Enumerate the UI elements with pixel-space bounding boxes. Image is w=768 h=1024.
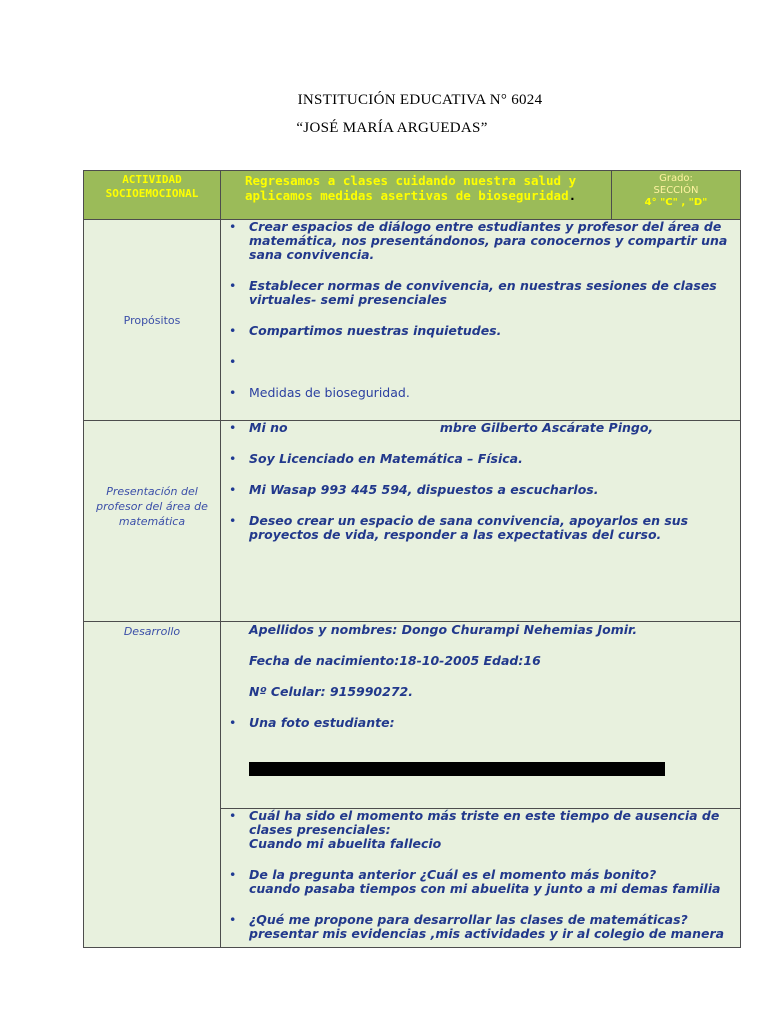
question-item [249, 809, 740, 851]
preguntas-content [221, 809, 741, 948]
list-item: • Establecer normas de convivencia, en nuestras sesiones de clases virtuales- semi presenciales [249, 279, 740, 307]
answer-text: cuando pasaba tiempos con mi abuelita y junto a mi demas familia [249, 881, 721, 896]
activity-title-line2: aplicamos medidas asertivas de bioseguridad [245, 188, 569, 203]
activity-type-header [84, 171, 221, 220]
desarrollo-label [84, 622, 221, 948]
propositos-content [221, 220, 741, 421]
activity-header-line1: ACTIVIDAD [122, 173, 182, 186]
propositos-row [84, 220, 741, 421]
student-birth: Fecha de nacimiento:18-10-2005 Edad:16 [249, 653, 541, 668]
list-item: • Medidas de bioseguridad. [249, 386, 740, 400]
school-name: “JOSÉ MARÍA ARGUEDAS” [296, 120, 488, 136]
question-item [249, 868, 740, 896]
grade-label: Grado: [659, 173, 693, 184]
activity-header-line2: SOCIOEMOCIONAL [105, 187, 199, 200]
institution-title: INSTITUCIÓN EDUCATIVA N° 6024 [297, 92, 543, 108]
photo-bullet: • Una foto estudiante: [249, 716, 740, 730]
list-item-empty [249, 355, 740, 369]
list-item: • Crear espacios de diálogo entre estudiantes y profesor del área de matemática, nos presentándonos, para conocernos y compartir una sana convivencia. [249, 220, 740, 262]
answer-text: presentar mis evidencias ,mis actividades y ir al colegio de manera [249, 926, 725, 941]
activity-title-line1: Regresamos a clases cuidando nuestra salud y [245, 173, 577, 188]
desarrollo-content [221, 622, 741, 809]
student-phone: Nº Celular: 915990272. [249, 684, 413, 699]
list-item: • Mi Wasap 993 445 594, dispuestos a escucharlos. [249, 483, 740, 497]
activity-title-dot: . [568, 188, 577, 203]
presentacion-content [221, 421, 741, 622]
redacted-photo-bar [249, 762, 665, 776]
student-name: Apellidos y nombres: Dongo Churampi Nehemias Jomir. [249, 622, 638, 637]
question-text: • De la pregunta anterior ¿Cuál es el momento más bonito? [249, 867, 657, 882]
answer-text: Cuando mi abuelita fallecio [249, 836, 442, 851]
activity-table [83, 170, 741, 948]
desarrollo-row [84, 622, 741, 809]
grade-section-header [612, 171, 741, 220]
question-text: • ¿Qué me propone para desarrollar las clases de matemáticas? [249, 912, 688, 927]
question-text: • Cuál ha sido el momento más triste en este tiempo de ausencia de clases presenciales: [249, 808, 720, 837]
section-label: SECCIÓN [653, 185, 699, 196]
question-item [249, 913, 740, 941]
presentacion-row [84, 421, 741, 622]
propositos-label: Propósitos [84, 220, 221, 421]
list-item: • Compartimos nuestras inquietudes. [249, 324, 740, 338]
list-item: • Deseo crear un espacio de sana convivencia, apoyarlos en sus proyectos de vida, responder a las expectativas del curso. [249, 514, 740, 542]
presentacion-label: Presentación del profesor del área de matemática [84, 421, 221, 622]
activity-title-header [221, 171, 612, 220]
list-item: • Mi no mbre Gilberto Ascárate Pingo, [249, 421, 740, 435]
desarrollo-label-text: Desarrollo [123, 625, 181, 638]
list-item: • Soy Licenciado en Matemática – Física. [249, 452, 740, 466]
section-value: 4° "C" , "D" [644, 197, 708, 208]
table-header-row [84, 171, 741, 220]
